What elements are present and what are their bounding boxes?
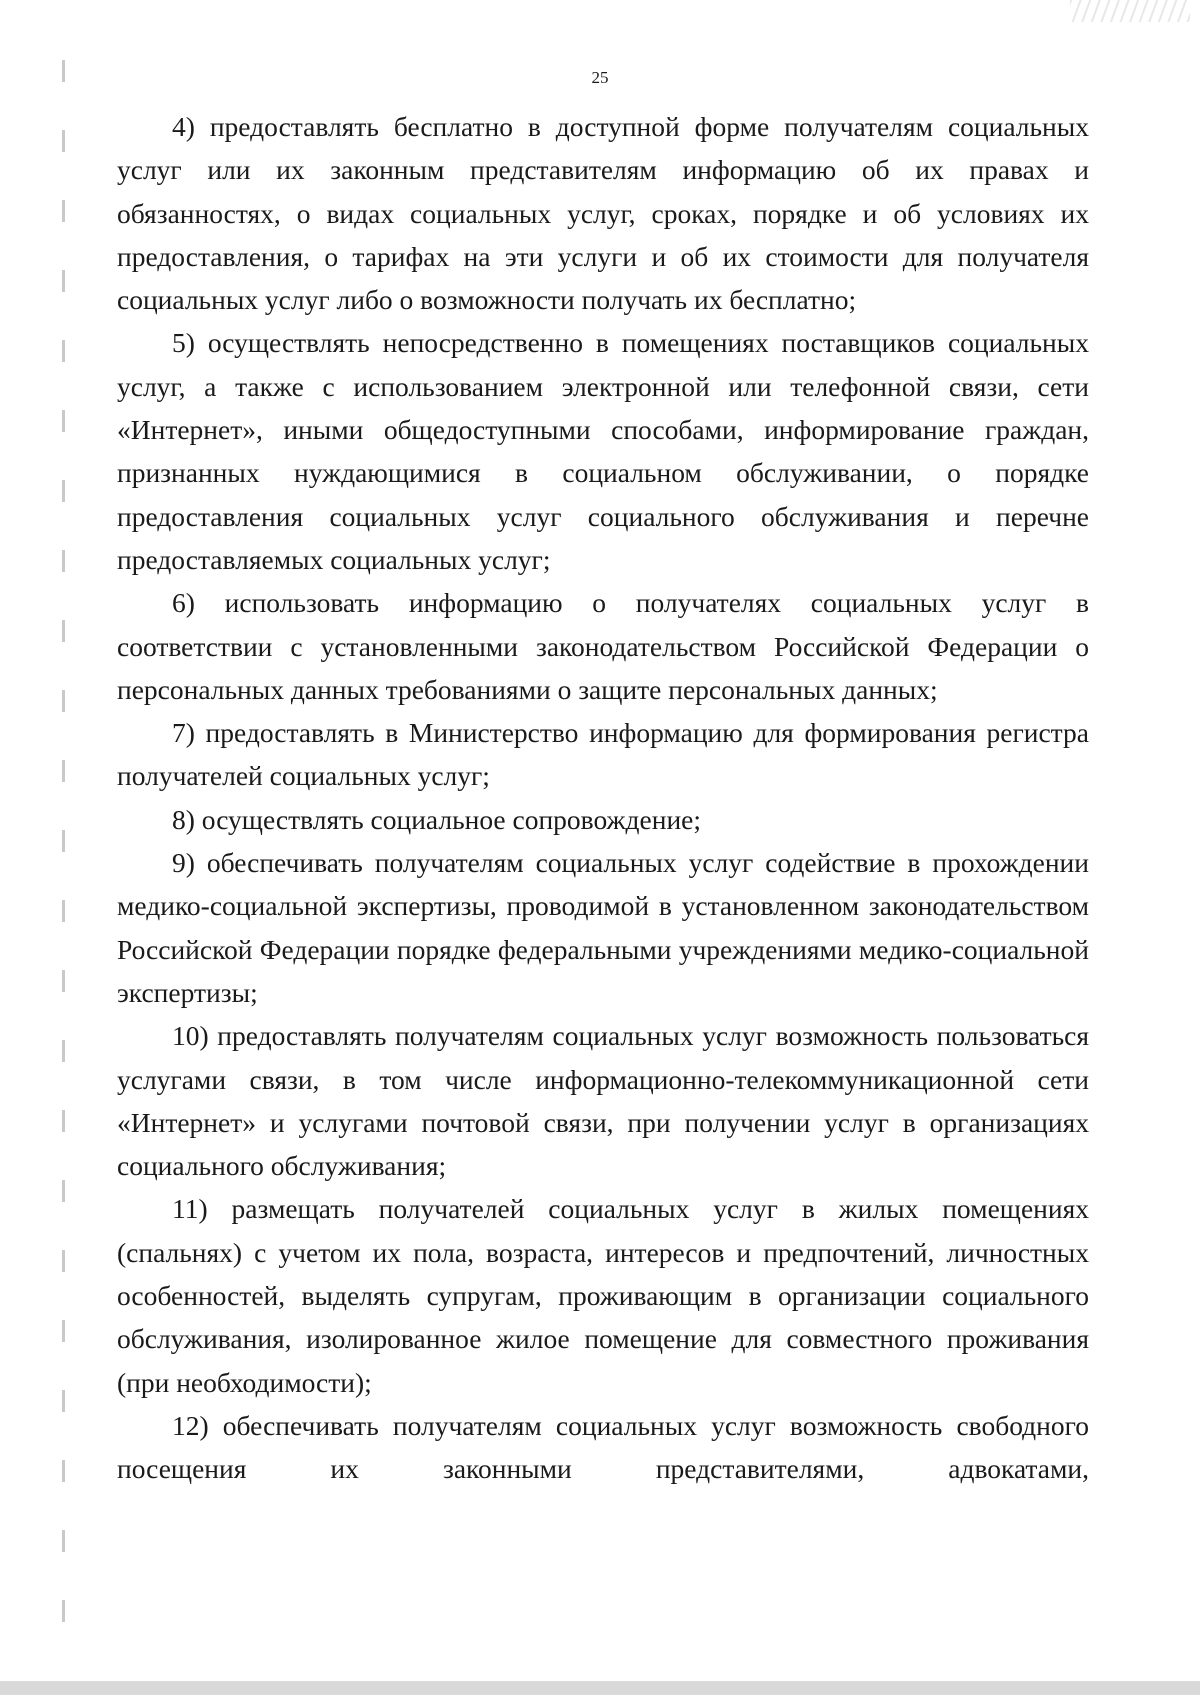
paragraph-item-5: 5) осуществлять непосредственно в помещениях поставщиков социальных услуг, а также с использованием электронной или телефонной связи, сети «Интернет», иными общедоступными способами, информирование граждан, признанных нуждающимися в социальном обслуживании, о порядке предоставления социальных услуг социального обслуживания и перечне предоставляемых социальных услуг; <box>117 327 1089 575</box>
paragraph-item-6: 6) использовать информацию о получателях социальных услуг в соответствии с установленными законодательством Российской Федерации о персональных данных требованиями о защите персональных данных; <box>117 587 1089 705</box>
paragraph-item-8: 8) осуществлять социальное сопровождение; <box>172 803 702 835</box>
scan-corner-noise <box>1070 0 1190 22</box>
scan-bottom-border <box>0 1681 1200 1695</box>
paragraph-item-12: 12) обеспечивать получателям социальных услуг возможность свободного посещения их законными представителями, адвокатами, <box>117 1409 1089 1485</box>
paragraph-item-10: 10) предоставлять получателям социальных услуг возможность пользоваться услугами связи, в том числе информационно-телекоммуникационной сети «Интернет» и услугами почтовой связи, при получении услуг в организациях социального обслуживания; <box>117 1020 1089 1182</box>
paragraph-item-7: 7) предоставлять в Министерство информацию для формирования регистра получателей социальных услуг; <box>117 717 1089 792</box>
paragraph-item-4: 4) предоставлять бесплатно в доступной форме получателям социальных услуг или их законным представителям информацию об их правах и обязанностях, о видах социальных услуг, сроках, порядке и об условиях их предоставления, о тарифах на эти услуги и об их стоимости для получателя социальных услуг либо о возможности получать их бесплатно; <box>117 111 1089 316</box>
paragraph-item-9: 9) обеспечивать получателям социальных услуг содействие в прохождении медико-социальной экспертизы, проводимой в установленном законодательством Российской Федерации порядке федеральными учреждениями медико-социальной экспертизы; <box>117 847 1089 1008</box>
paragraph-item-11: 11) размещать получателей социальных услуг в жилых помещениях (спальнях) с учетом их пола, возраста, интересов и предпочтений, личностных особенностей, выделять супругам, проживающим в организации социального обслуживания, изолированное жилое помещение для совместного проживания (при необходимости); <box>117 1193 1089 1398</box>
scan-edge-shadow <box>62 60 65 1660</box>
document-body <box>117 105 1089 1491</box>
page-number: 25 <box>591 68 609 87</box>
